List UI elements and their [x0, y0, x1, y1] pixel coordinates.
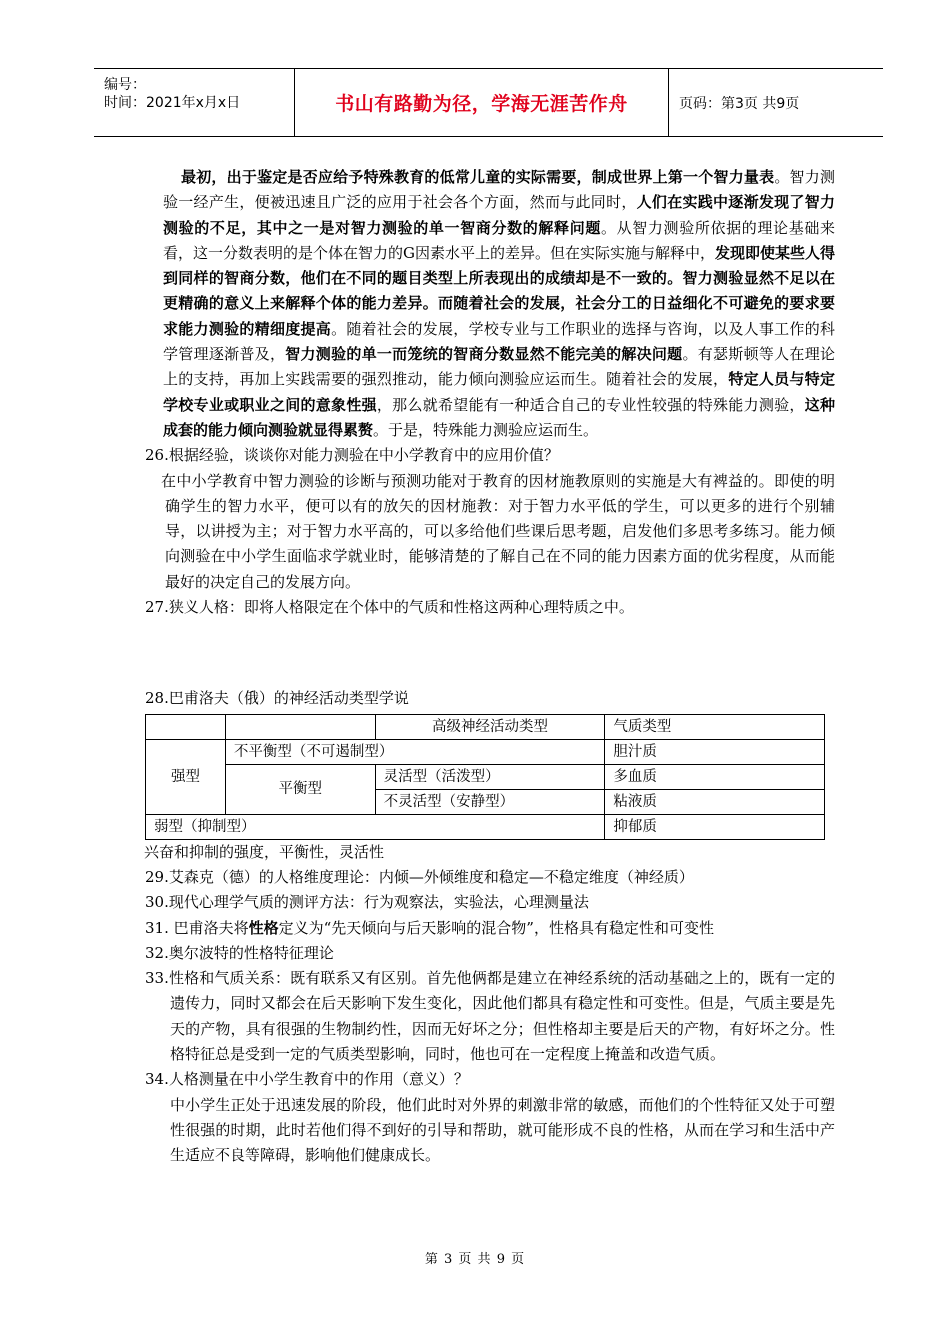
q28-note: 兴奋和抑制的强度，平衡性，灵活性: [144, 842, 385, 861]
code-label: 编号：: [104, 77, 146, 93]
inert-type: 不灵活型（安静型）: [375, 789, 605, 814]
q31-pre: 31. 巴甫洛夫将: [145, 918, 249, 937]
intro-bold-7: 智力测验的单一而笼统的智商分数显然不能完美的解决问题: [285, 345, 683, 364]
time-label: 时间：2021年x月x日: [104, 95, 241, 111]
strong-type: 强型: [146, 739, 226, 814]
intro-text-6: 。随着社会的发展，学校专业与工作职业的选择与咨询，以及人事工作的科学管理逐渐普及，: [163, 319, 835, 364]
header-meta: [94, 69, 294, 136]
header-activity-type: 高级神经活动类型: [375, 714, 605, 739]
table-cell-empty: [146, 714, 226, 739]
intro-bold-9: 特定人员与特定学校专业或职业之间的意象性强: [163, 370, 835, 414]
page-number-label: 页码：第3页 共9页: [679, 95, 800, 112]
intro-text-10: ，那么就希望能有一种适合自己的专业性较强的特殊能力测验，: [376, 395, 805, 414]
lively-type: 灵活型（活泼型）: [375, 764, 605, 789]
q34-title: 34.人格测量在中小学生教育中的作用（意义）？: [145, 1070, 469, 1089]
main-content: [145, 165, 835, 1169]
intro-text-2: 。智力测验一经产生，便被迅速且广泛的应用于社会各个方面，然而与此同时，: [163, 168, 835, 212]
intro-bold-5: 发现即使某些人得到同样的智商分数，他们在不同的题目类型上所表现出的成绩却是不一致的。智力测验显然不足以在更精确的意义上来解释个体的能力差异。而随着社会的发展，社会分工的日益细化不可避免的要求要求能力测验的精细度提高: [163, 243, 836, 338]
intro-bold-1: 最初，出于鉴定是否应给予特殊教育的低常儿童的实际需要，制成世界上第一个智力量表: [181, 168, 775, 186]
q26-answer: 在中小学教育中智力测验的诊断与预测功能对于教育的因材施教原则的实施是大有裨益的。即使的明确学生的智力水平，便可以有的放矢的因材施教：对于智力水平低的学生，可以更多的进行个别辅导，以讲授为主；对于智力水平高的，可以多给他们些课后思考题，启发他们多思考多练习。能力倾向测验在中小学生面临求学就业时，能够清楚的了解自己在不同的能力因素方面的优劣程度，从而能最好的决定自己的发展方向。: [161, 471, 835, 591]
q31: [145, 916, 835, 941]
header-motto-cell: [294, 69, 669, 136]
q34-answer: 中小学生正处于迅速发展的阶段，他们此时对外界的刺激非常的敏感，而他们的个性特征又处于可塑性很强的时期，此时若他们得不到好的引导和帮助，就可能形成不良的性格，从而在学习和生活中产生适应不良等障碍，影响他们健康成长。: [170, 1095, 835, 1165]
intro-text-8: 。有瑟斯顿等人在理论上的支持，再加上实践需要的强烈推动，能力倾向测验应运而生。随着社会的发展，: [163, 345, 835, 389]
motto: 书山有路勤为径，学海无涯苦作舟: [335, 93, 628, 115]
header-page-cell: [669, 69, 883, 136]
table-cell-empty: [225, 714, 375, 739]
phlegmatic: 粘液质: [605, 789, 825, 814]
melancholic: 抑郁质: [605, 814, 825, 839]
q33: 33.性格和气质关系：既有联系又有区别。首先他俩都是建立在神经系统的活动基础之上的，既有一定的遗传力，同时又都会在后天影响下发生变化，因此他们都具有稳定性和可变性。但是，气质主要是先天的产物，具有很强的生物制约性，因而无好坏之分；但性格却主要是后天的产物，有好坏之分。性格特征总是受到一定的气质类型影响，同时，他也可在一定程度上掩盖和改造气质。: [145, 969, 835, 1064]
q30: 30.现代心理学气质的测评方法：行为观察法，实验法，心理测量法: [145, 893, 589, 912]
q29: 29.艾森克（德）的人格维度理论：内倾—外倾维度和稳定—不稳定维度（神经质）: [145, 867, 694, 886]
nervous-type-table: [145, 714, 825, 840]
sanguine: 多血质: [605, 764, 825, 789]
header-temperament-type: 气质类型: [605, 714, 825, 739]
table-row: [146, 714, 825, 739]
intro-text-4: 。从智力测验所依据的理论基础来看，这一分数表明的是个体在智力的G因素水平上的差异。但在实际实施与解释中，: [163, 218, 835, 262]
unbalanced-type: 不平衡型（不可遏制型）: [225, 739, 604, 764]
q26-title: 26.根据经验，谈谈你对能力测验在中小学教育中的应用价值？: [145, 446, 559, 465]
spacer: [145, 620, 835, 686]
q27: 27.狭义人格：即将人格限定在个体中的气质和性格这两种心理特质之中。: [145, 598, 634, 617]
intro-bold-3: 人们在实践中逐渐发现了智力测验的不足，其中之一是对智力测验的单一智商分数的解释问题: [163, 193, 835, 237]
q25-answer: [145, 165, 835, 443]
q31-bold: 性格: [248, 918, 279, 937]
weak-type: 弱型（抑制型）: [146, 814, 605, 839]
intro-text-12: 。于是，特殊能力测验应运而生。: [373, 420, 599, 439]
q28-title: 28.巴甫洛夫（俄）的神经活动类型学说: [145, 689, 409, 708]
table-row: [146, 814, 825, 839]
q32: 32.奥尔波特的性格特征理论: [145, 943, 334, 962]
table-row: [146, 764, 825, 789]
intro-bold-11: 这种成套的能力倾向测验就显得累赘: [163, 395, 835, 439]
balanced-type: 平衡型: [225, 764, 375, 814]
page-header: [94, 68, 883, 137]
choleric: 胆汁质: [605, 739, 825, 764]
table-row: [146, 739, 825, 764]
page-footer: 第 3 页 共 9 页: [424, 1252, 526, 1267]
q31-post: 定义为“先天倾向与后天影响的混合物”，性格具有稳定性和可变性: [278, 918, 714, 937]
